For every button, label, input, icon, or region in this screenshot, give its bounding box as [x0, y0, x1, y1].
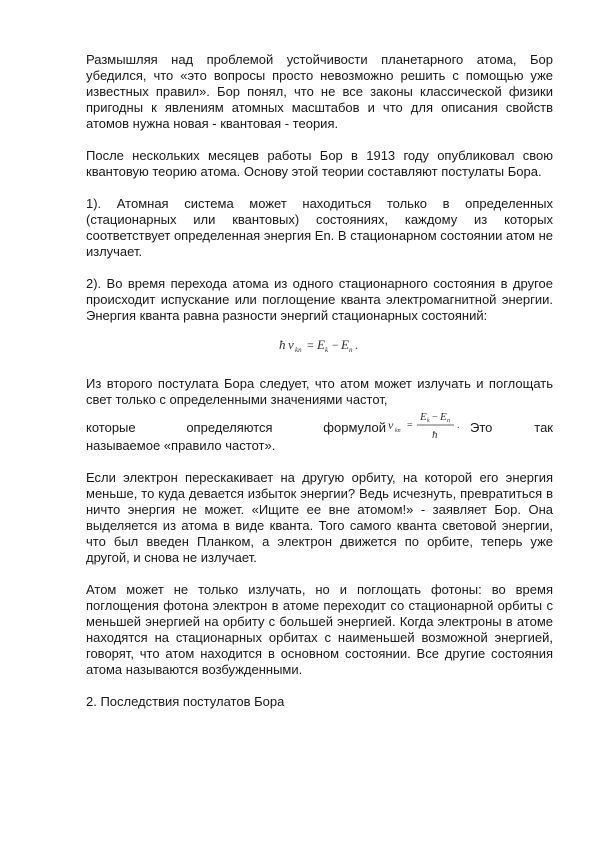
formula-dot: . — [355, 338, 358, 352]
paragraph-postulate-2: 2). Во время перехода атома из одного стационарного состояния в другое происходит испускание или поглощение кванта электромагнитной энергии. Энергия кванта равна разности энергий стационарных состояний: — [86, 276, 553, 323]
paragraph-absorption: Атом может не только излучать, но и поглощать фотоны: во время поглощения фотона электрон в атоме переходит со стационарной орбиты с меньшей энергией на орбиту с большей энергией. Когда электроны в атоме находятся на стационарных орбитах с наименьшей возможной энергией, говорят, что атом находится в основном состоянии. Все другие состояния атома называются возбужденными. — [86, 582, 553, 677]
formula2-nu: ν — [388, 418, 394, 432]
formula2-num-sub-k: k — [427, 418, 430, 424]
paragraph-frequency-rule — [86, 376, 553, 454]
paragraph-bohr-theory: После нескольких месяцев работы Бор в 1913 году опубликовал свою квантовую теорию атома. Основу этой теории составляют постулаты Бора. — [86, 148, 553, 179]
formula-e-n: E — [341, 337, 349, 352]
formula2-num-e-k: E — [420, 411, 427, 423]
paragraph-electron-jump: Если электрон перескакивает на другую орбиту, на которой его энергия меньше, то куда девается избыток энергии? Ведь исчезнуть, превратиться в ничто энергия не может. «Ищите ее вне атомом!» - заявляет Бор. Она выделяется из атома в виде кванта. Того самого кванта световой энергии, что был введен Планком, а электрон движется по орбите, теперь уже другой, и снова не излучает. — [86, 470, 553, 565]
frequency-rule-line-1: Из второго постулата Бора следует, что атом может излучать и поглощать свет только с определенными значениями частот, — [86, 376, 553, 407]
section-heading-consequences: 2. Последствия постулатов Бора — [86, 694, 285, 709]
formula2-num-e-n: E — [440, 411, 447, 423]
document-page — [86, 52, 553, 710]
formula2-denominator: ħ — [432, 429, 438, 441]
word-kotorye: которые — [86, 420, 136, 435]
formula2-equals: = — [407, 420, 413, 431]
word-eto: Это — [470, 420, 493, 435]
paragraph-postulate-1: 1). Атомная система может находиться только в определенных (стационарных или квантовых) состояниях, каждому из которых соответствует определенная энергия En. В стационарном состоянии атом не излучает. — [86, 196, 553, 259]
word-opredelyayutsya: определяются — [186, 420, 273, 435]
formula-sub-n: n — [349, 346, 353, 354]
word-formuloy: формулой — [323, 420, 386, 435]
formula-energy-quantum — [86, 334, 553, 362]
formula2-num-minus: − — [432, 412, 438, 423]
formula2-num-sub-n: n — [447, 418, 450, 424]
paragraph-stability: Размышляя над проблемой устойчивости планетарного атома, Бор убедился, что «это вопросы просто невозможно решить с помощью уже известных правил». Бор понял, что не все законы классической физики пригодны к явлениям атомных масштабов и что для описания свойств атомов нужна новая - квантовая - теория. — [86, 52, 553, 131]
word-tak: так — [534, 420, 553, 435]
formula-sub-k: k — [325, 346, 329, 354]
formula-frequency-rule — [386, 408, 470, 442]
formula-sub-kn: kn — [295, 346, 302, 354]
formula2-dot: . — [457, 420, 460, 431]
formula-equals: = — [307, 338, 314, 352]
frequency-rule-formula-line — [86, 408, 553, 441]
formula-e-k: E — [317, 337, 325, 352]
formula-h-bar: ħ — [279, 337, 286, 352]
formula-minus: − — [332, 338, 339, 352]
formula2-sub-kn: kn — [395, 428, 401, 434]
frequency-rule-line-3: называемое «правило частот». — [86, 438, 276, 453]
formula-nu: ν — [288, 337, 294, 352]
